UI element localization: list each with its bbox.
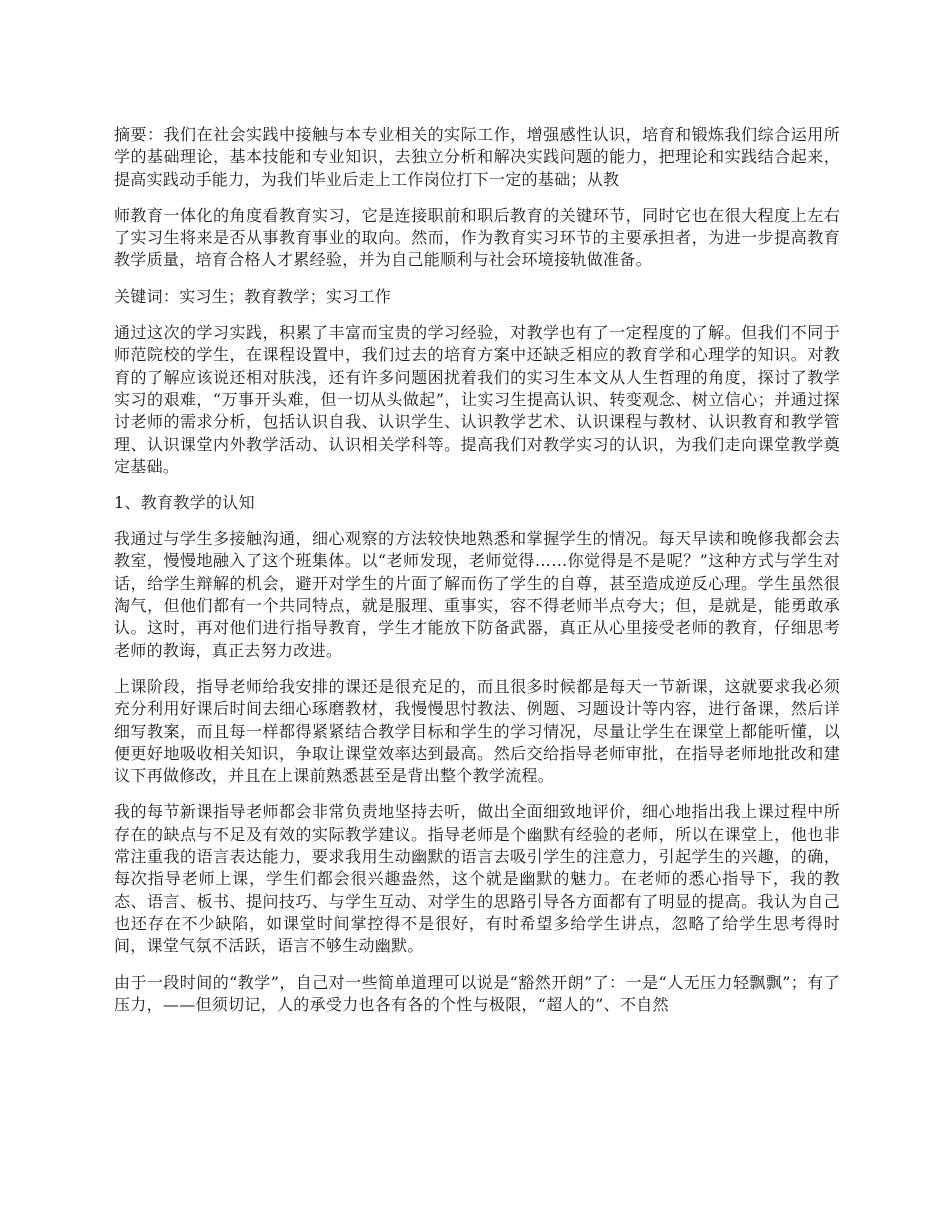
body-paragraph-3: 我的每节新课指导老师都会非常负责地坚持去听，做出全面细致地评价，细心地指出我上课过程中所存在的缺点与不足及有效的实际教学建议。指导老师是个幽默有经验的老师，所以在课堂上，他也非常注重我的语言表达能力，要求我用生动幽默的语言去吸引学生的注意力，引起学生的兴趣，的确，每次指导老师上课，学生们都会很兴趣盎然，这个就是幽默的魅力。在老师的悉心指导下，我的教态、语言、板书、提问技巧、与学生互动、对学生的思路引导各方面都有了明显的提高。我认为自己也还存在不少缺陷，如课堂时间掌控得不是很好，有时希望多给学生讲点，忽略了给学生思考得时间，课堂气氛不活跃，语言不够生动幽默。 [114,802,840,956]
body-paragraph-4: 由于一段时间的“教学”，自己对一些简单道理可以说是“豁然开朗”了：一是“人无压力轻飘飘”；有了压力，——但须切记，人的承受力也各有各的个性与极限，“超人的”、不自然 [114,972,840,1014]
intro-paragraph: 通过这次的学习实践，积累了丰富而宝贵的学习经验，对教学也有了一定程度的了解。但我们不同于师范院校的学生，在课程设置中，我们过去的培育方案中还缺乏相应的教育学和心理学的知识。对教育的了解应该说还相对肤浅，还有许多问题困扰着我们的实习生本文从人生哲理的角度，探讨了教学实习的艰难，“万事开头难，但一切从头做起”，让实习生提高认识、转变观念、树立信心；并通过探讨老师的需求分析，包括认识自我、认识学生、认识教学艺术、认识课程与教材、认识教育和教学管理、认识课堂内外教学活动、认识相关学科等。提高我们对教学实习的认识，为我们走向课堂教学奠定基础。 [114,323,840,476]
abstract-paragraph: 摘要：我们在社会实践中接触与本专业相关的实际工作，增强感性认识，培育和锻炼我们综合运用所学的基础理论，基本技能和专业知识，去独立分析和解决实践问题的能力，把理论和实践结合起来，提高实践动手能力，为我们毕业后走上工作岗位打下一定的基础；从教 [114,125,840,189]
document-page [114,124,840,1030]
abstract-continuation-paragraph: 师教育一体化的角度看教育实习，它是连接职前和职后教育的关键环节，同时它也在很大程度上左右了实习生将来是否从事教育事业的取向。然而，作为教育实习环节的主要承担者，为进一步提高教育教学质量，培育合格人才累经验，并为自己能顺利与社会环境接轨做准备。 [114,205,840,270]
body-paragraph-2: 上课阶段，指导老师给我安排的课还是很充足的，而且很多时候都是每天一节新课，这就要求我必须充分利用好课后时间去细心琢磨教材，我慢慢思忖教法、例题、习题设计等内容，进行备课，然后详细写教案，而且每一样都得紧紧结合教学目标和学生的学习情况，尽量让学生在课堂上都能听懂，以便更好地吸收相关知识，争取让课堂效率达到最高。然后交给指导老师审批，在指导老师地批改和建议下再做修改，并且在上课前熟悉甚至是背出整个教学流程。 [114,676,840,786]
body-paragraph-1: 我通过与学生多接触沟通，细心观察的方法较快地熟悉和掌握学生的情况。每天早读和晚修我都会去教室，慢慢地融入了这个班集体。以“老师发现，老师觉得……你觉得是不是呢？”这种方式与学生对话，给学生辩解的机会，避开对学生的片面了解而伤了学生的自尊，甚至造成逆反心理。学生虽然很淘气，但他们都有一个共同特点，就是服理、重事实，容不得老师半点夸大；但，是就是，能勇敢承认。这时，再对他们进行指导教育，学生才能放下防备武器，真正从心里接受老师的教育，仔细思考老师的教诲，真正去努力改进。 [114,529,840,660]
keywords-line: 关键词：实习生；教育教学；实习工作 [114,286,392,306]
section-heading: 1、教育教学的认知 [114,493,255,513]
